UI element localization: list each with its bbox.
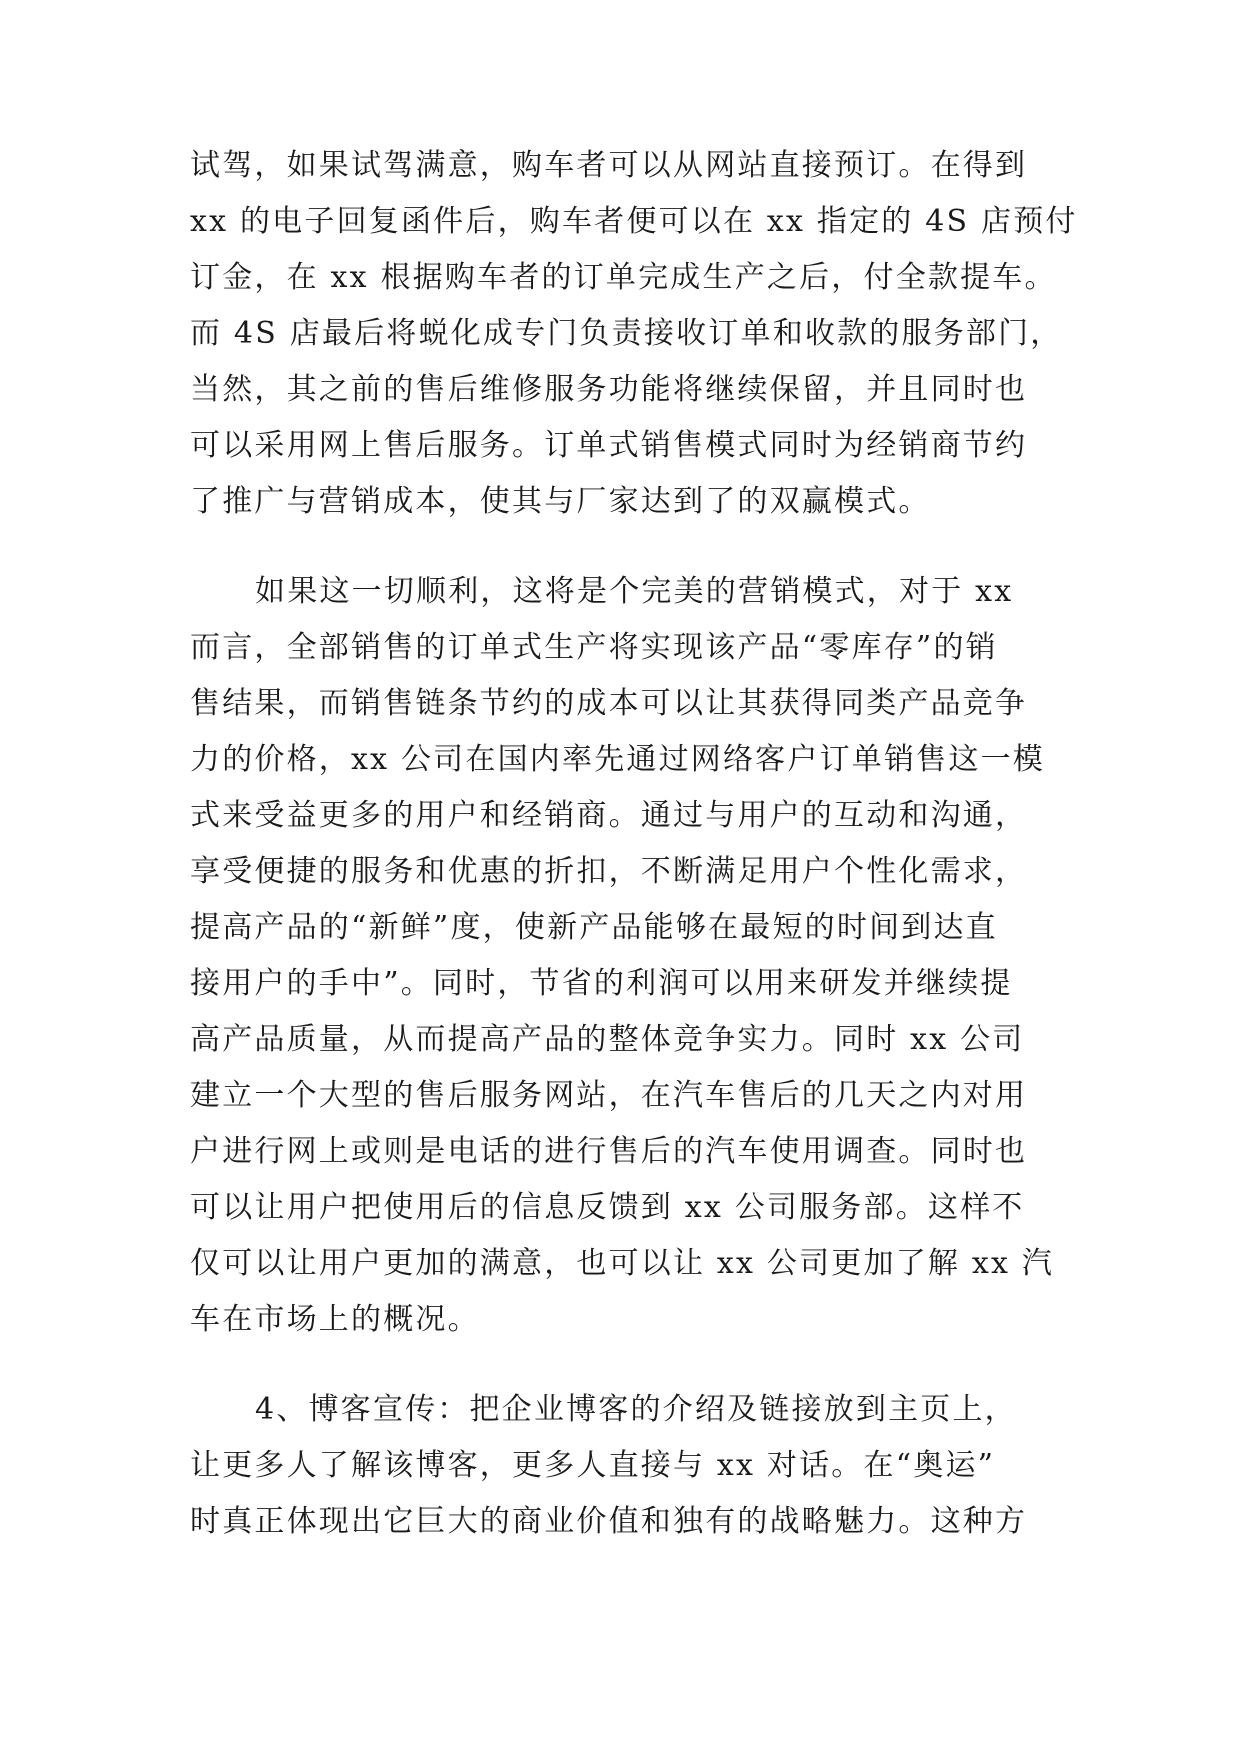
text-line: 而 4S 店最后将蜕化成专门负责接收订单和收款的服务部门， xyxy=(190,316,1063,351)
text-line: 售结果，而销售链条节约的成本可以让其获得同类产品竞争 xyxy=(190,686,1028,721)
text-line: 了推广与营销成本，使其与厂家达到了的双赢模式。 xyxy=(190,484,931,519)
text-line: 接用户的手中”。同时，节省的利润可以用来研发并继续提 xyxy=(190,966,1013,1001)
text-line: 建立一个大型的售后服务网站，在汽车售后的几天之内对用 xyxy=(190,1078,1028,1113)
text-line: 高产品质量，从而提高产品的整体竞争实力。同时 xx 公司 xyxy=(190,1022,1025,1057)
text-line: 让更多人了解该博客，更多人直接与 xx 对话。在“奥运” xyxy=(190,1448,996,1483)
text-line: 仅可以让用户更加的满意，也可以让 xx 公司更加了解 xx 汽 xyxy=(190,1246,1055,1281)
paragraph-first-line: 4、博客宣传：把企业博客的介绍及链接放到主页上， xyxy=(255,1392,1017,1427)
text-line: 享受便捷的服务和优惠的折扣，不断满足用户个性化需求， xyxy=(190,854,1028,889)
text-line: 时真正体现出它巨大的商业价值和独有的战略魅力。这种方 xyxy=(190,1504,1028,1539)
text-line: 试驾，如果试驾满意，购车者可以从网站直接预订。在得到 xyxy=(190,148,1028,183)
text-line: 车在市场上的概况。 xyxy=(190,1302,480,1337)
text-line: 户进行网上或则是电话的进行售后的汽车使用调查。同时也 xyxy=(190,1134,1028,1169)
text-line: 可以让用户把使用后的信息反馈到 xx 公司服务部。这样不 xyxy=(190,1190,1025,1225)
text-line: 当然，其之前的售后维修服务功能将继续保留，并且同时也 xyxy=(190,372,1028,407)
text-line: 提高产品的“新鲜”度，使新产品能够在最短的时间到达直 xyxy=(190,910,998,945)
text-line: xx 的电子回复函件后，购车者便可以在 xx 指定的 4S 店预付 xyxy=(190,204,1078,239)
paragraph-first-line: 如果这一切顺利，这将是个完美的营销模式，对于 xx xyxy=(255,574,1014,609)
text-line: 可以采用网上售后服务。订单式销售模式同时为经销商节约 xyxy=(190,428,1028,463)
text-line: 而言，全部销售的订单式生产将实现该产品“零库存”的销 xyxy=(190,630,998,665)
text-line: 订金，在 xx 根据购车者的订单完成生产之后，付全款提车。 xyxy=(190,260,1057,295)
text-line: 力的价格，xx 公司在国内率先通过网络客户订单销售这一模 xyxy=(190,742,1045,777)
text-line: 式来受益更多的用户和经销商。通过与用户的互动和沟通， xyxy=(190,798,1028,833)
